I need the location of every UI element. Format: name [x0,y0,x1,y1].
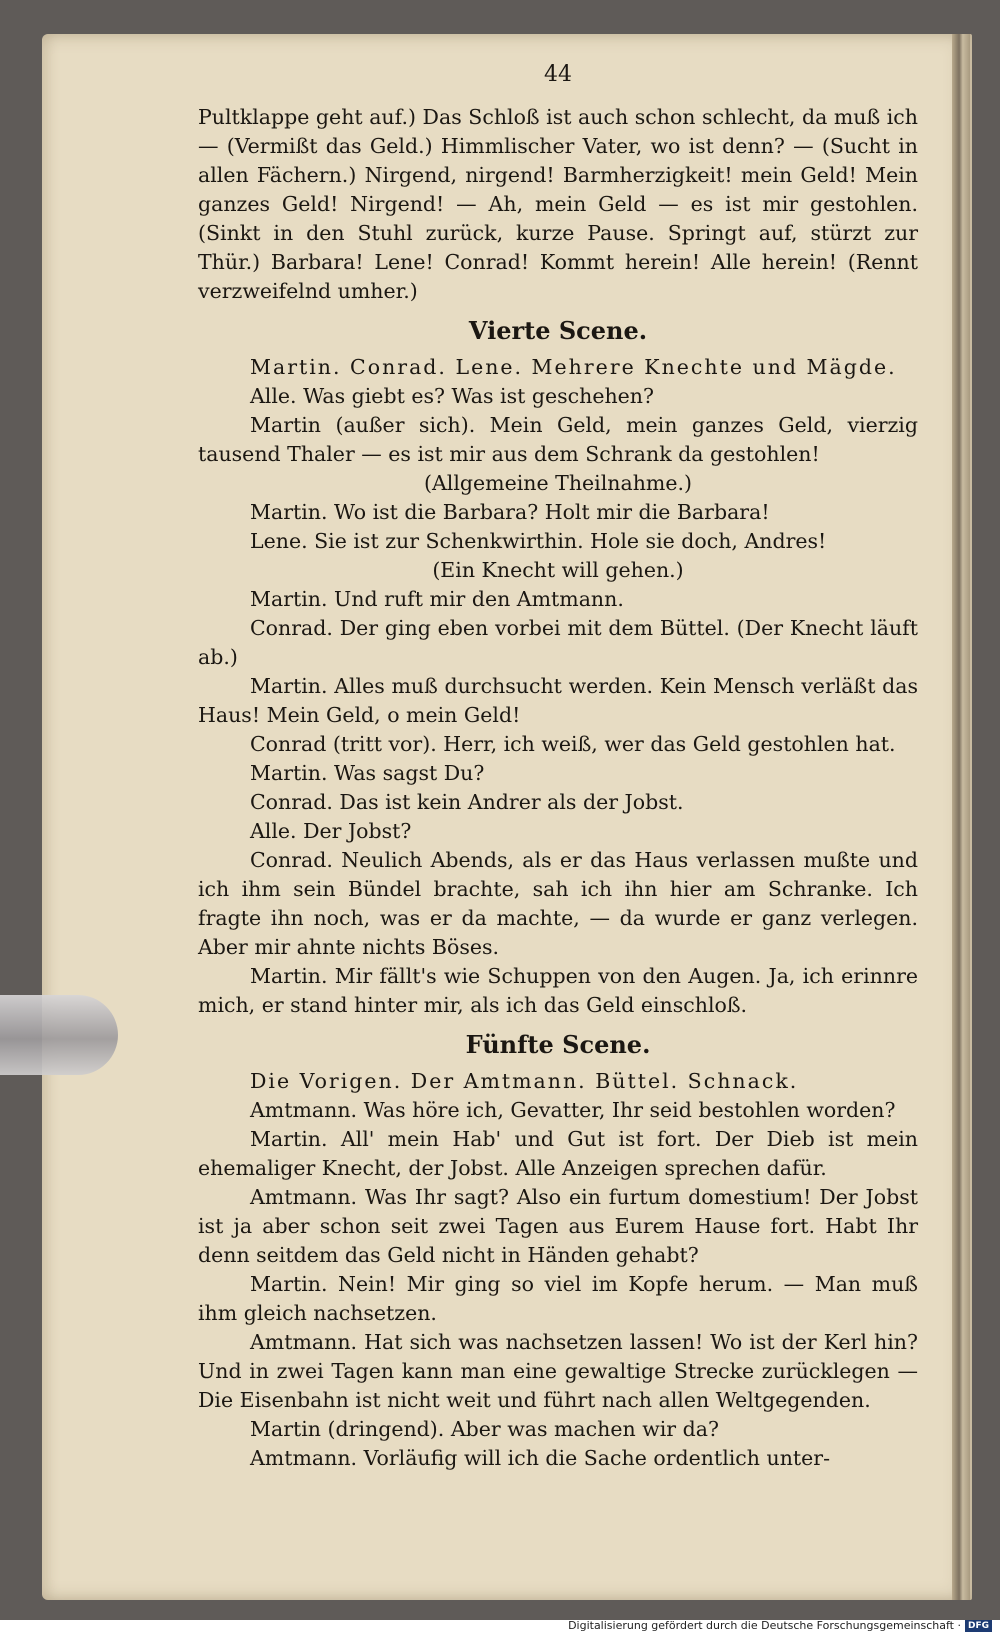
footer [568,1619,992,1632]
paragraph: Pultklappe geht auf.) Das Schloß ist auch schon schlecht, da muß ich — (Vermißt das Geld.) Himmlischer Vater, wo ist denn? — (Sucht in allen Fächern.) Nirgend, nirgend! Barmherzigkeit! mein Geld! Mein ganzes Geld! Nirgend! — Ah, mein Geld — es ist mir gestohlen. (Sinkt in den Stuhl zurück, kurze Pause. Springt auf, stürzt zur Thür.) Barbara! Lene! Conrad! Kommt herein! Alle herein! (Rennt verzweifelnd umher.) [198,105,918,303]
dialogue-line: Conrad. Das ist kein Andrer als der Jobst. [250,790,684,814]
scene-heading: Fünfte Scene. [465,1030,651,1059]
page-number: 44 [544,62,572,87]
dialogue-line: Martin. All' mein Hab' und Gut ist fort. Der Dieb ist mein ehemaliger Knecht, der Jobst. Alle Anzeigen sprechen dafür. [198,1127,918,1180]
dialogue-line: Conrad. Neulich Abends, als er das Haus verlassen mußte und ich ihm sein Bündel brachte, sah ich ihn hier am Schranke. Ich fragte ihn noch, was er da machte, — da wurde er ganz verlegen. Aber mir ahnte nichts Böses. [198,848,918,959]
dialogue-line: Conrad (tritt vor). Herr, ich weiß, wer das Geld gestohlen hat. [250,732,896,756]
dialogue-line: Martin. Alles muß durchsucht werden. Kein Mensch verläßt das Haus! Mein Geld, o mein Geld! [198,674,918,727]
dfg-logo: DFG [965,1620,992,1632]
dialogue-line: Amtmann. Vorläufig will ich die Sache ordentlich unter- [250,1446,831,1470]
stage-direction: (Allgemeine Theilnahme.) [424,471,692,495]
cast-list: Die Vorigen. Der Amtmann. Büttel. Schnack. [250,1069,799,1093]
cast-list: Martin. Conrad. Lene. Mehrere Knechte und Mägde. [250,355,897,379]
dialogue-line: Martin. Was sagst Du? [250,761,485,785]
dialogue-line: Martin (außer sich). Mein Geld, mein ganzes Geld, vierzig tausend Thaler — es ist mir aus dem Schrank da gestohlen! [198,413,918,466]
footer-credit: Digitalisierung gefördert durch die Deutsche Forschungsgemeinschaft · [568,1619,961,1632]
stage-direction: (Ein Knecht will gehen.) [432,558,684,582]
dialogue-line: Lene. Sie ist zur Schenkwirthin. Hole sie doch, Andres! [250,529,827,553]
scene-heading: Vierte Scene. [468,316,648,345]
dialogue-line: Martin (dringend). Aber was machen wir da? [250,1417,719,1441]
dialogue-line: Amtmann. Hat sich was nachsetzen lassen! Wo ist der Kerl hin? Und in zwei Tagen kann man eine gewaltige Strecke zurücklegen — Die Eisenbahn ist nicht weit und führt nach allen Weltgegenden. [198,1330,918,1412]
dialogue-line: Amtmann. Was Ihr sagt? Also ein furtum domestium! Der Jobst ist ja aber schon seit zwei Tagen aus Eurem Hause fort. Habt Ihr denn seitdem das Geld nicht in Händen gehabt? [198,1185,918,1267]
dialogue-line: Conrad. Der ging eben vorbei mit dem Büttel. (Der Knecht läuft ab.) [198,616,918,669]
dialogue-line: Alle. Was giebt es? Was ist geschehen? [250,384,654,408]
dialogue-line: Martin. Nein! Mir ging so viel im Kopfe herum. — Man muß ihm gleich nachsetzen. [198,1272,918,1325]
dialogue-line: Martin. Und ruft mir den Amtmann. [250,587,624,611]
page-edge [952,34,970,1600]
dialogue-line: Alle. Der Jobst? [250,819,412,843]
dialogue-line: Amtmann. Was höre ich, Gevatter, Ihr seid bestohlen worden? [250,1098,896,1122]
page-text [198,60,918,1473]
dialogue-line: Martin. Mir fällt's wie Schuppen von den Augen. Ja, ich erinnre mich, er stand hinter mir, als ich das Geld einschloß. [198,964,918,1017]
dialogue-line: Martin. Wo ist die Barbara? Holt mir die Barbara! [250,500,770,524]
thumb-shadow [0,995,118,1075]
